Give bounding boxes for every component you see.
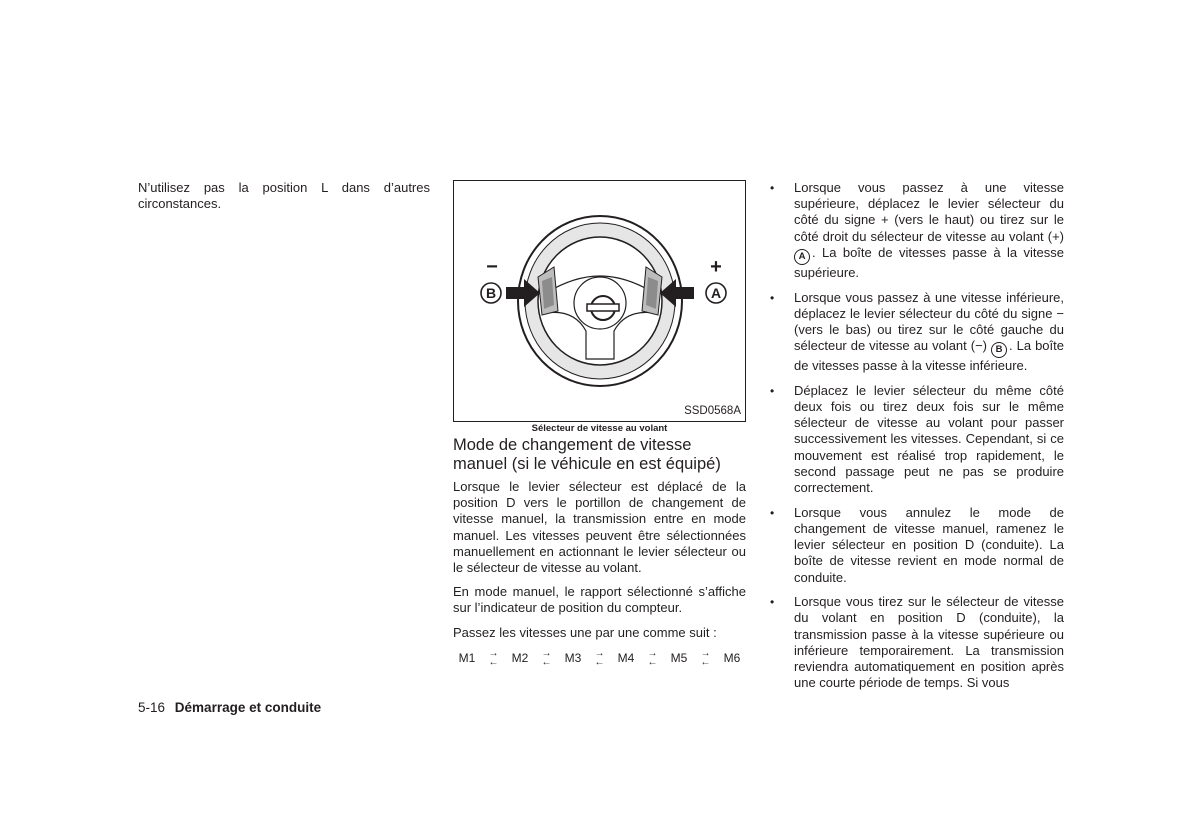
bullet-icon: • <box>770 595 775 610</box>
gear-label: M3 <box>564 650 582 665</box>
list-item: • Lorsque vous tirez sur le sélecteur de vitesse du volant en position D (conduite), la transmission passe à la vitesse supérieure ou inférieure temporairement. La transmission reviendra automatiquement en position après une courte période de temps. Si vous <box>770 594 1064 691</box>
left-column <box>138 180 430 220</box>
shift-arrows-icon: → ← <box>488 647 499 668</box>
bullet-icon: • <box>770 181 775 195</box>
bullet-list <box>768 180 1064 691</box>
paragraph-3: Passez les vitesses une par une comme suit : <box>453 624 717 640</box>
list-item: • Déplacez le levier sélecteur du même côté deux fois ou tirez deux fois sur le même sélecteur de vitesse au volant pour passer successivement les vitesses. Cependant, si ce mouvement est réalisé trop rapidement, le second passage peut ne pas se produire correctement. <box>770 382 1064 496</box>
list-item: • Lorsque vous passez à une vitesse inférieure, déplacez le levier sélecteur du côté du signe − (vers le bas) ou tirez sur le côté gauche du sélecteur de vitesse au volant (−) B . La boîte de vitesses passe à la vitesse inférieure. <box>770 289 1064 374</box>
bullet-icon: • <box>770 383 775 398</box>
figure-caption: Sélecteur de vitesse au volant <box>531 423 668 434</box>
bullet-icon: • <box>770 290 775 305</box>
bullet-icon: • <box>770 505 775 520</box>
paragraph-1: Lorsque le levier sélecteur est déplacé de la position D vers le portillon de changement de vitesse manuel, la transmission entre en mode manuel. Les vitesses peuvent être sélectionnées manuellement en actionnant le levier sélecteur ou le sélecteur de vitesse au volant. <box>453 479 746 576</box>
gear-label: M1 <box>458 650 476 665</box>
plus-sign: + <box>710 256 722 278</box>
page-number: 5-16 <box>138 700 166 715</box>
gear-label: M5 <box>670 650 688 665</box>
shift-arrows-icon: → ← <box>647 647 658 668</box>
shift-arrows-icon: → ← <box>700 647 711 668</box>
list-item: • Lorsque vous annulez le mode de changement de vitesse manuel, ramenez le levier sélecteur en position D (conduite). La boîte de vitesse revient en mode normal de conduite. <box>770 504 1064 585</box>
figure-code: SSD0568A <box>684 404 741 417</box>
section-heading: Mode de changement de vitesse manuel (si le véhicule en est équipé) <box>453 436 721 473</box>
minus-sign: − <box>486 256 498 278</box>
circled-b-icon: B <box>991 342 1007 358</box>
middle-column <box>453 180 746 667</box>
paragraph-2: En mode manuel, le rapport sélectionné s’affiche sur l’indicateur de position du compteur. <box>453 584 746 616</box>
gear-label: M4 <box>617 650 635 665</box>
label-a: A <box>710 285 722 301</box>
steering-wheel-figure <box>453 180 746 422</box>
shift-arrows-icon: → ← <box>594 647 605 668</box>
intro-paragraph: N’utilisez pas la position L dans d’autres circonstances. <box>138 180 430 212</box>
circled-a-icon: A <box>794 249 810 265</box>
gear-label: M6 <box>723 650 741 665</box>
gear-label: M2 <box>511 650 529 665</box>
right-column <box>768 180 1064 700</box>
steering-wheel-illustration <box>454 181 745 421</box>
label-b: B <box>485 285 497 301</box>
page-footer <box>138 700 321 715</box>
gear-sequence <box>453 649 746 667</box>
list-item: • Lorsque vous passez à une vitesse supérieure, déplacez le levier sélecteur du côté du signe + (vers le haut) ou tirez sur le côté droit du sélecteur de vitesse au volant (+) A . La boîte de vitesses passe à la vitesse supérieure. <box>770 180 1064 280</box>
section-title: Démarrage et conduite <box>174 700 322 715</box>
shift-arrows-icon: → ← <box>541 647 552 668</box>
